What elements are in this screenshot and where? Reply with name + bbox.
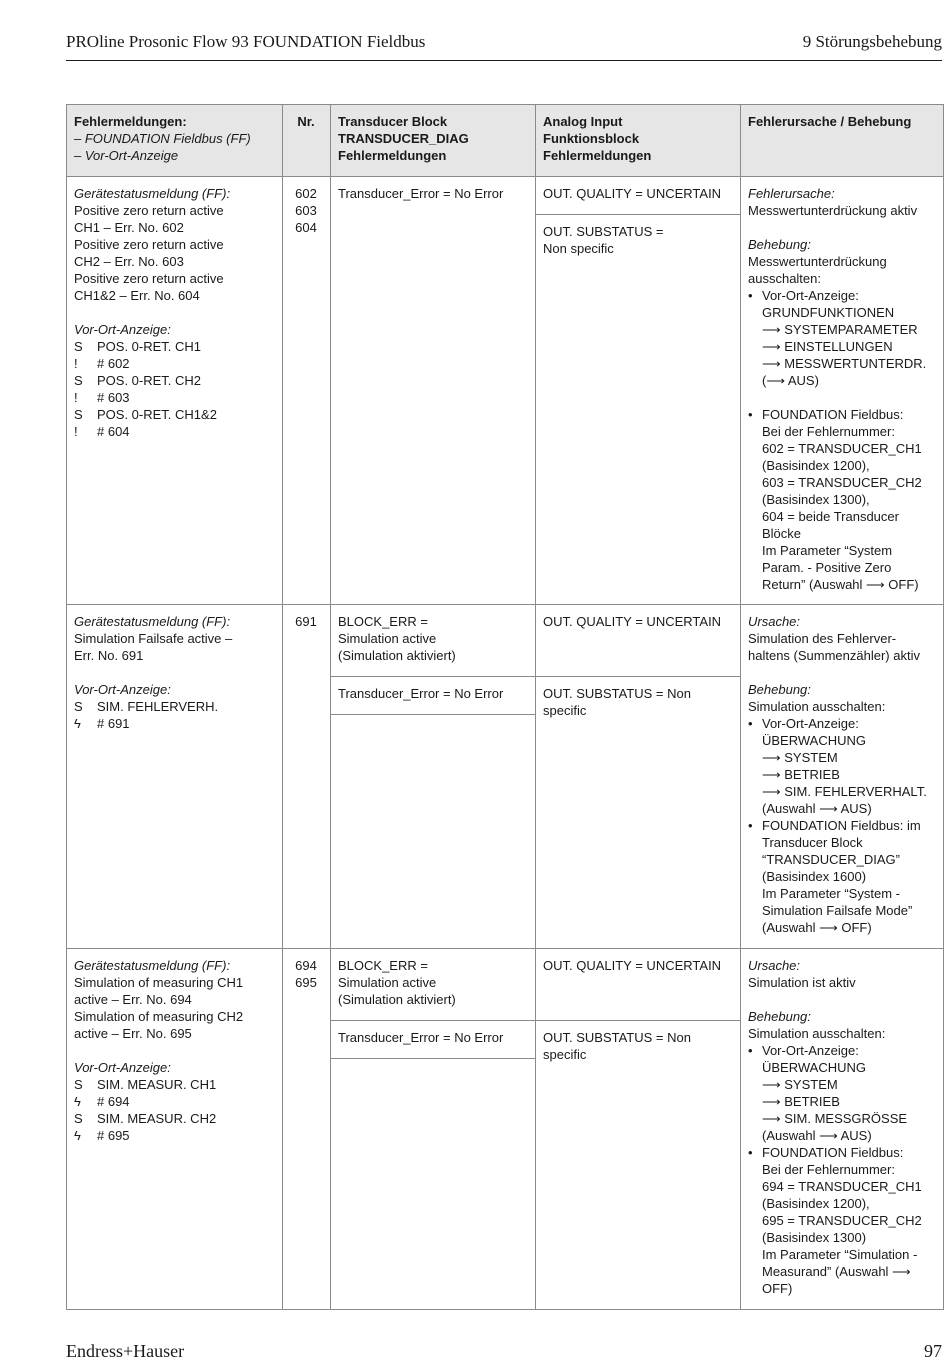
column-divider (282, 104, 283, 1310)
local-display-line: ϟ # 694 (74, 1094, 130, 1109)
local-display-line: ! # 604 (74, 424, 130, 439)
bullet-item: • Vor-Ort-Anzeige: ÜBERWACHUNG ⟶ SYSTEM ⟶ BETRIEB ⟶ SIM. MESSGRÖSSE (Auswahl ⟶ AUS) (748, 1042, 936, 1144)
local-display-line: S POS. 0-RET. CH1&2 (74, 407, 217, 422)
column-divider (740, 104, 741, 1310)
sub-divider (535, 214, 740, 215)
column-divider (330, 104, 331, 1310)
bullet-item: • Vor-Ort-Anzeige: ÜBERWACHUNG ⟶ SYSTEM ⟶ BETRIEB ⟶ SIM. FEHLERVERHALT. (Auswahl ⟶ AUS) (748, 715, 936, 817)
sub-divider (330, 676, 740, 677)
local-display-line: S SIM. FEHLERVERH. (74, 699, 219, 714)
row1-cause: Fehlerursache: Messwertunterdrückung aktiv Behebung: Messwertunterdrückung ausschalten: • Vor-Ort-Anzeige: GRUNDFUNKTIONEN ⟶ SYSTEMPARAMETER ⟶ EINSTELLUNGEN ⟶ MESSWERTUNTERDR. (⟶ AUS) • FOUNDATION Fieldbus: Bei der Fehlernummer: 602 = TRANSDUCER_CH1 (Basisindex 1200), 603 = TRANSDUCER_CH2 (Basisindex 1300), 604 = beide Transducer Blöcke Im Parameter “System Param. - Positive Zero Return” (Auswahl ⟶ OFF) (740, 176, 944, 604)
row2-transducer-error: Transducer_Error = No Error (338, 686, 504, 701)
local-display-line: S POS. 0-RET. CH2 (74, 373, 202, 388)
brand-logo: Endress+Hauser (66, 1341, 185, 1361)
local-display-line: ϟ # 691 (74, 716, 130, 731)
row1-messages: Gerätestatusmeldung (FF): Positive zero return active CH1 – Err. No. 602 Positive zero return active CH2 – Err. No. 603 Positive zero return active CH1&2 – Err. No. 604 Vor-Ort-Anzeige: S POS. 0-RET. CH1 ! # 602 S POS. 0-RET. CH2 ! # 603 S POS. 0-RET. CH1&2 ! # 604 (66, 176, 282, 604)
table-border-bottom (66, 1309, 944, 1310)
local-display-line: ! # 602 (74, 356, 130, 371)
page-number: 97 (924, 1341, 942, 1361)
row-divider (66, 948, 944, 949)
local-display-line: S SIM. MEASUR. CH2 (74, 1111, 217, 1126)
row3-transducer-error: Transducer_Error = No Error (338, 1030, 504, 1045)
header-cell-transducer: Transducer Block TRANSDUCER_DIAG Fehlermeldungen (330, 104, 535, 176)
row-divider (66, 176, 944, 177)
row-divider (66, 604, 944, 605)
row2-transducer-block-err: BLOCK_ERR = Simulation active (Simulation aktiviert) (338, 614, 456, 663)
local-display-line: ! # 603 (74, 390, 130, 405)
row2-messages: Gerätestatusmeldung (FF): Simulation Failsafe active – Err. No. 691 Vor-Ort-Anzeige: S SIM. FEHLERVERH. ϟ # 691 (66, 604, 282, 948)
row2-ai-quality: OUT. QUALITY = UNCERTAIN (543, 614, 722, 629)
header-cell-analog-input: Analog Input Funktionsblock Fehlermeldungen (535, 104, 740, 176)
row2-ai-substatus: OUT. SUBSTATUS = Non specific (543, 686, 691, 718)
header-cell-messages: Fehlermeldungen: – FOUNDATION Fieldbus (FF) – Vor-Ort-Anzeige (66, 104, 282, 176)
row1-numbers: 602 603 604 (295, 186, 317, 235)
bullet-item: • FOUNDATION Fieldbus: im Transducer Block “TRANSDUCER_DIAG” (Basisindex 1600) Im Parameter “System - Simulation Failsafe Mode” (Auswahl ⟶ OFF) (748, 817, 936, 936)
row3-ai-substatus: OUT. SUBSTATUS = Non specific (543, 1030, 691, 1062)
row2-numbers: 691 (295, 614, 317, 629)
table-border-right (943, 104, 944, 1310)
sub-divider (330, 1058, 535, 1059)
local-display-line: S POS. 0-RET. CH1 (74, 339, 202, 354)
row3-messages: Gerätestatusmeldung (FF): Simulation of measuring CH1 active – Err. No. 694 Simulation of measuring CH2 active – Err. No. 695 Vor-Ort-Anzeige: S SIM. MEASUR. CH1 ϟ # 694 S SIM. MEASUR. CH2 ϟ # 695 (66, 948, 282, 1310)
sub-divider (330, 714, 535, 715)
bullet-item: • FOUNDATION Fieldbus: Bei der Fehlernummer: 602 = TRANSDUCER_CH1 (Basisindex 1200), 603 = TRANSDUCER_CH2 (Basisindex 1300), 604 = beide Transducer Blöcke Im Parameter “System Param. - Positive Zero Return” (Auswahl ⟶ OFF) (748, 406, 936, 593)
error-table (66, 104, 944, 1310)
row3-ai-quality: OUT. QUALITY = UNCERTAIN (543, 958, 722, 973)
local-display-line: S SIM. MEASUR. CH1 (74, 1077, 217, 1092)
column-divider (535, 104, 536, 1310)
header-cell-nr: Nr. (282, 104, 330, 176)
header-rule (66, 60, 942, 61)
row1-ai-quality: OUT. QUALITY = UNCERTAIN (543, 186, 722, 201)
bullet-item: • Vor-Ort-Anzeige: GRUNDFUNKTIONEN ⟶ SYSTEMPARAMETER ⟶ EINSTELLUNGEN ⟶ MESSWERTUNTERDR. (⟶ AUS) (748, 287, 936, 389)
local-display-line: ϟ # 695 (74, 1128, 130, 1143)
table-border-top (66, 104, 944, 105)
row2-cause: Ursache: Simulation des Fehlerver- haltens (Summenzähler) aktiv Behebung: Simulation ausschalten: • Vor-Ort-Anzeige: ÜBERWACHUNG ⟶ SYSTEM ⟶ BETRIEB ⟶ SIM. FEHLERVERHALT. (Auswahl ⟶ AUS) • FOUNDATION Fieldbus: im Transducer Block “TRANSDUCER_DIAG” (Basisindex 1600) Im Parameter “System - Simulation Failsafe Mode” (Auswahl ⟶ OFF) (740, 604, 944, 948)
header-cell-cause: Fehlerursache / Behebung (740, 104, 944, 176)
row1-transducer: Transducer_Error = No Error (338, 186, 504, 201)
table-border-left (66, 104, 67, 1310)
document-title: PROline Prosonic Flow 93 FOUNDATION Fieldbus (66, 32, 426, 51)
row3-numbers: 694 695 (295, 958, 317, 990)
section-title: 9 Störungsbehebung (802, 32, 942, 51)
row1-ai-substatus: OUT. SUBSTATUS = Non specific (543, 224, 664, 256)
bullet-item: • FOUNDATION Fieldbus: Bei der Fehlernummer: 694 = TRANSDUCER_CH1 (Basisindex 1200), 695 = TRANSDUCER_CH2 (Basisindex 1300) Im Parameter “Simulation - Measurand” (Auswahl ⟶ OFF) (748, 1144, 936, 1297)
row3-transducer-block-err: BLOCK_ERR = Simulation active (Simulation aktiviert) (338, 958, 456, 1007)
sub-divider (330, 1020, 740, 1021)
row3-cause: Ursache: Simulation ist aktiv Behebung: Simulation ausschalten: • Vor-Ort-Anzeige: ÜBERWACHUNG ⟶ SYSTEM ⟶ BETRIEB ⟶ SIM. MESSGRÖSSE (Auswahl ⟶ AUS) • FOUNDATION Fieldbus: Bei der Fehlernummer: 694 = TRANSDUCER_CH1 (Basisindex 1200), 695 = TRANSDUCER_CH2 (Basisindex 1300) Im Parameter “Simulation - Measurand” (Auswahl ⟶ OFF) (740, 948, 944, 1310)
